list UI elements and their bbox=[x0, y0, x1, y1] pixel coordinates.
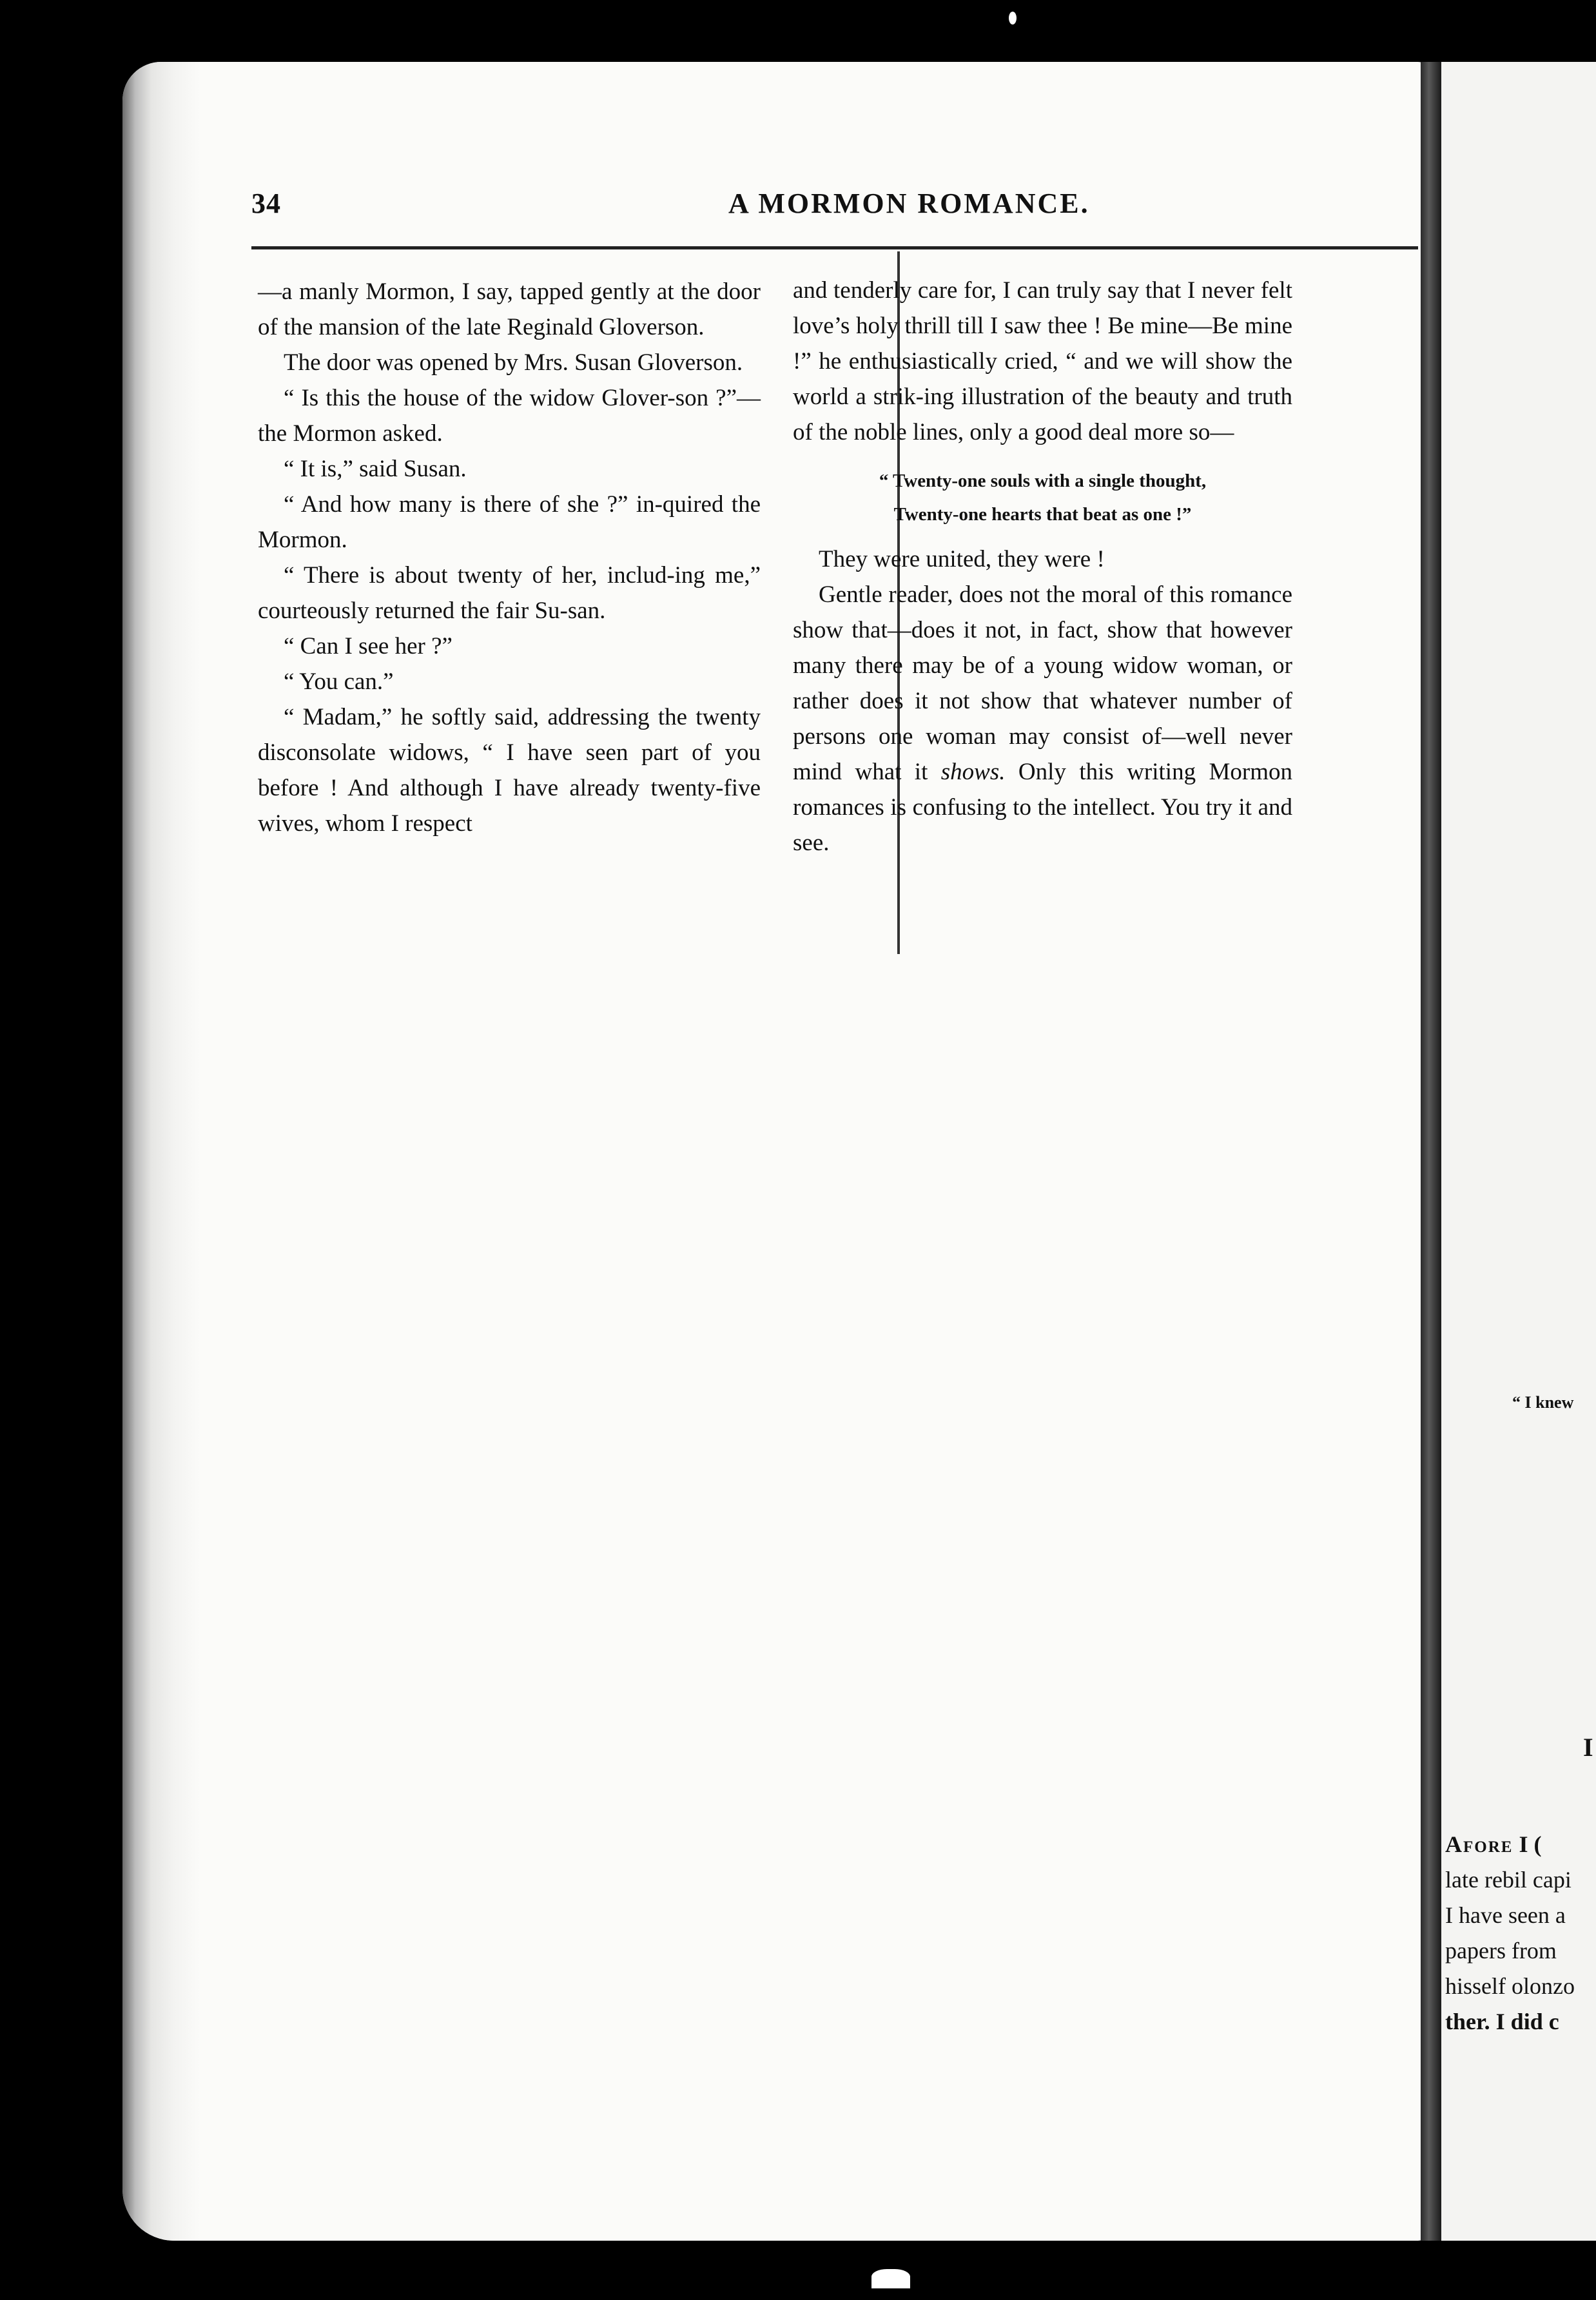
paragraph: “ Is this the house of the widow Glover-son ?”—the Mormon asked. bbox=[258, 385, 761, 447]
scan-speck bbox=[1009, 12, 1017, 24]
paragraph: They were united, they were ! bbox=[819, 546, 1105, 572]
paragraph: “ You can.” bbox=[284, 668, 394, 695]
page-binding-edge bbox=[122, 62, 200, 2241]
paragraph: “ Madam,” he softly said, addressing the twenty disconsolate widows, “ I have seen part of you before ! And although I have already twenty-five wives, whom I respect bbox=[258, 704, 761, 837]
facing-page-line: papers from bbox=[1445, 1938, 1557, 1964]
facing-page-quote: “ I knew bbox=[1512, 1393, 1574, 1412]
moral-text-end: Only this writing Mormon romances is confusing to the intellect. You try it and see. bbox=[793, 759, 1292, 856]
moral-text: Gentle reader, does not the moral of this romance show that—does it not, in fact, show that however many there may be of a young widow woman, or rather does it not show that whatever number of persons one woman may consist of—well never mind what it bbox=[793, 581, 1292, 785]
facing-page-caps-rest: I ( bbox=[1513, 1831, 1542, 1857]
paragraph: “ Can I see her ?” bbox=[284, 633, 453, 659]
paragraph: “ And how many is there of she ?” in-quired the Mormon. bbox=[258, 491, 761, 553]
paragraph: “ There is about twenty of her, includ-ing me,” courteously returned the fair Su-san. bbox=[258, 562, 761, 624]
page-number: 34 bbox=[251, 188, 281, 219]
verse-line: “ Twenty-one souls with a single thought, bbox=[879, 471, 1207, 491]
verse-quote bbox=[793, 464, 1292, 531]
verse-line: Twenty-one hearts that beat as one !” bbox=[893, 504, 1192, 525]
header-rule bbox=[251, 246, 1418, 249]
facing-page-caps-line bbox=[1445, 1828, 1541, 1860]
left-column bbox=[258, 274, 761, 841]
paragraph: and tenderly care for, I can truly say that I never felt love’s holy thrill till I saw thee ! Be mine—Be mine !” he enthusiastically cried, “ and we will show the world a strik-ing illustration of the beauty and truth of the noble lines, only a good deal more so— bbox=[793, 277, 1292, 445]
page-gutter-shadow bbox=[1421, 62, 1441, 2241]
moral-emphasis: shows. bbox=[940, 759, 1006, 785]
running-title: A MORMON ROMANCE. bbox=[728, 188, 1090, 219]
paragraph: —a manly Mormon, I say, tapped gently at the door of the mansion of the late Reginald Gloverson. bbox=[258, 278, 761, 340]
facing-page-line: ther. I did c bbox=[1445, 2009, 1559, 2034]
paragraph: “ It is,” said Susan. bbox=[284, 456, 467, 482]
page-header bbox=[251, 187, 1418, 228]
facing-page bbox=[1441, 62, 1596, 2241]
facing-page-line: I have seen a bbox=[1445, 1902, 1566, 1928]
paragraph: The door was opened by Mrs. Susan Gloverson. bbox=[284, 349, 743, 376]
facing-page-initial: I bbox=[1583, 1733, 1593, 1762]
facing-page-line: late rebil capi bbox=[1445, 1867, 1572, 1893]
facing-page-caps-word: Afore bbox=[1445, 1831, 1513, 1857]
scan-speck bbox=[871, 2269, 910, 2288]
right-column bbox=[793, 273, 1292, 861]
facing-page-line: hisself olonzo bbox=[1445, 1973, 1575, 1999]
paragraph bbox=[793, 577, 1292, 861]
